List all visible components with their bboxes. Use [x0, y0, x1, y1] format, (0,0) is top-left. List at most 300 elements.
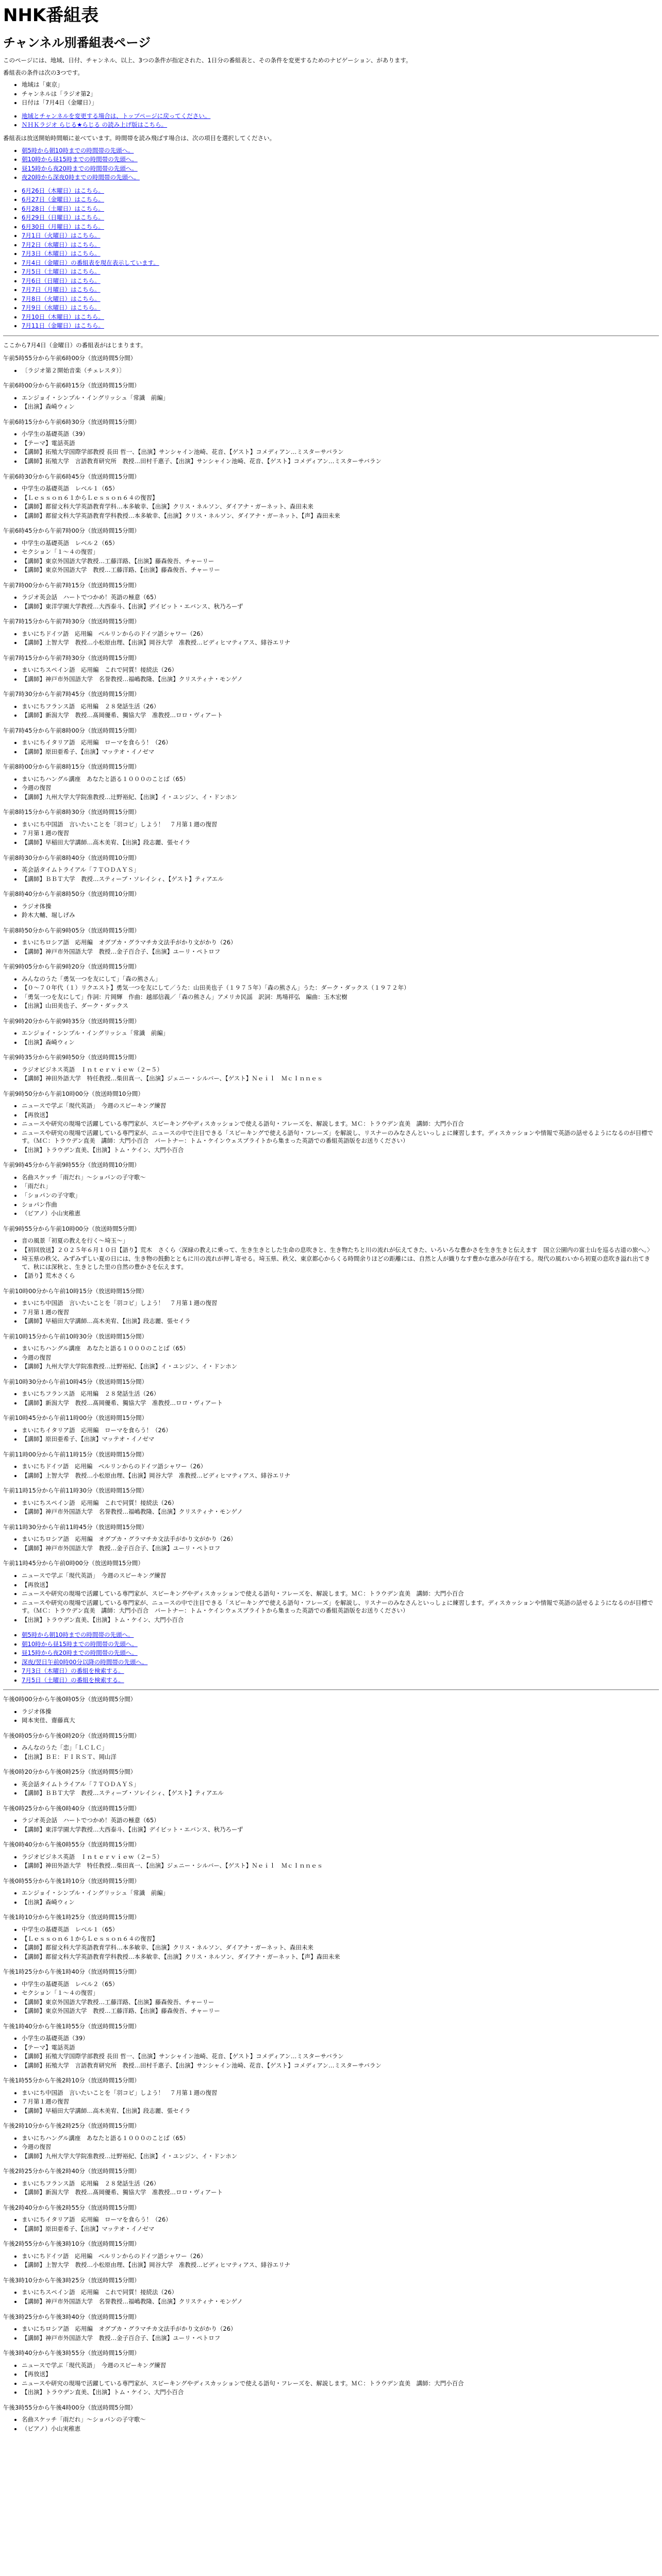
slot-time: 午前9時35分から午前9時50分（放送時間15分間） [3, 1054, 140, 1061]
program-detail: • 【講師】神戸市外国語大学 教授…金子百合子、【出演】ユーリ・ペトロフ [22, 2334, 659, 2343]
program-slot [3, 2404, 659, 2433]
date-item [22, 277, 659, 285]
time-jump-link[interactable]: 朝10時から昼15時までの時間帯の先頭へ。 [22, 156, 138, 163]
program-details [3, 2216, 659, 2233]
program-slot [3, 2204, 659, 2233]
program-slot [3, 1487, 659, 1516]
program-title: • ニュースで学ぶ「現代英語」 今週のスピーキング練習 [22, 1102, 659, 1110]
program-detail: • 今週の復習 [22, 784, 659, 792]
current-date-link[interactable]: 7月4日（金曜日）の番組表を現在表示しています。 [22, 259, 159, 266]
program-title: • まいにちイタリア語 応用編 ローマを食らう！（26） [22, 1427, 659, 1435]
time-jump-link[interactable]: 昼15時から夜20時までの時間帯の先頭へ。 [22, 164, 138, 172]
program-details [3, 594, 659, 611]
program-detail: • 【出演】トラウデン直美、【出演】トム・ケイン、大門小百合 [22, 2388, 659, 2397]
program-details [3, 2325, 659, 2342]
program-detail: • 【講師】神田外語大学 特任教授…柴田真一、【出演】ジェニー・シルバー、【ゲスト】Ｎｅｉｌ ＭｃＩｎｎｅｓ [22, 1862, 659, 1870]
slot-time: 午後3時55分から午後4時00分（放送時間5分間） [3, 2403, 137, 2411]
program-detail: • 【講師】都留文科大学英語教育学科…本多敏幸、【出演】クリス・ネルソン、ダイアナ・ガーネット、森田未来 [22, 1944, 659, 1952]
date-link[interactable]: 7月7日（月曜日）はこちら。 [22, 286, 101, 294]
date-link[interactable]: 7月3日（木曜日）はこちら。 [22, 250, 101, 258]
slot-time: 午前9時50分から午前10時00分（放送時間10分間） [3, 1090, 144, 1097]
program-details [3, 2089, 659, 2115]
program-title: • まいにちハングル講座 あなたと語る１０００のことば（65） [22, 775, 659, 784]
program-details [3, 821, 659, 847]
program-details [3, 367, 659, 375]
bottom-nav-item [22, 1631, 659, 1639]
date-item [22, 205, 659, 213]
program-details [3, 666, 659, 683]
program-detail: • 【出演】山田美也子、ダーク・ダックス [22, 1002, 659, 1010]
program-detail: • 【講師】東京外国語大学教授…工藤洋路、【出演】藤森俊吾、チャーリー [22, 1998, 659, 2007]
program-title: • ラジオ英会話 ハートでつかめ！英語の極意（65） [22, 1817, 659, 1825]
program-details [3, 1345, 659, 1371]
program-detail: • 【０〜７０年代（１）リクエスト】勇気一つを友にして／うた：山田美也子（１９７５年）「森の熊さん」うた：ダーク・ダックス（１９７２年） [22, 984, 659, 992]
program-detail: • 【初回放送】２０２５年６月１０日【語り】荒木 さくら〈深緑の教えに乗って、生き生きとした生命の息吹きと、生き物たちと川の流れが伝えてきた、いろいろな豊かさを生き生きと伝えます 国立公園内の富士山を巡る古道の旅へ。〉 [22, 1246, 659, 1255]
slot-time: 午前7時15分から午前7時30分（放送時間15分間） [3, 654, 140, 662]
program-detail: • 【講師】九州大学大学院准教授…辻野裕紀、【出演】イ・ユンジン、イ・ドンホン [22, 2153, 659, 2161]
date-item [22, 223, 659, 231]
date-link[interactable]: 6月29日（日曜日）はこちら。 [22, 214, 104, 222]
next-day-link[interactable]: 7月5日（土曜日）の番組を検索する。 [22, 1676, 124, 1684]
program-slot [3, 1732, 659, 1761]
program-detail: • 【講師】早稲田大学講師…高木美宥、【出演】段志麗、張セイラ [22, 839, 659, 847]
slot-time: 午前8時15分から午前8時30分（放送時間15分間） [3, 808, 140, 816]
program-details [3, 1499, 659, 1516]
schedule-list-afternoon [3, 1696, 659, 2433]
date-item [22, 241, 659, 249]
time-jump-intro: 番組表は放送開始時間順に並べています。時間帯を読み飛ばす場合は、次の項目を選択してください。 [3, 134, 276, 142]
program-slot [3, 890, 659, 920]
slot-time: 午後1時40分から午後1時55分（放送時間15分間） [3, 2022, 140, 2030]
date-link[interactable]: 7月5日（土曜日）はこちら。 [22, 268, 101, 276]
program-slot [3, 1054, 659, 1083]
program-title: • 名曲スケッチ「雨だれ」〜ショパンの子守歌〜 [22, 2416, 659, 2424]
program-detail: • 「ショパンの子守歌」 [22, 1192, 659, 1200]
time-jump-link[interactable]: 夜20時から深夜0時までの時間帯の先頭へ。 [22, 174, 140, 181]
date-link[interactable]: 7月1日（火曜日）はこちら。 [22, 232, 101, 240]
slot-time: 午前9時45分から午前9時55分（放送時間10分間） [3, 1161, 140, 1169]
program-title: • 小学生の基礎英語（39） [22, 430, 659, 438]
program-title: • 中学生の基礎英語 レベル１（65） [22, 1926, 659, 1934]
program-details [3, 2252, 659, 2269]
program-details [3, 1390, 659, 1407]
program-title: • 中学生の基礎英語 レベル２（65） [22, 1980, 659, 1989]
slot-time: 午後2時10分から午後2時25分（放送時間15分間） [3, 2122, 140, 2130]
slot-time: 午前10時30分から午前10時45分（放送時間15分間） [3, 1378, 148, 1385]
program-title: • 中学生の基礎英語 レベル１（65） [22, 485, 659, 493]
program-details [3, 703, 659, 720]
program-detail: • 【講師】拓殖大学国際学部教授 長田 哲一、【出演】サンシャイン池崎、花音、【ゲスト】コメディアン…ミスターサバラン [22, 2053, 659, 2061]
program-title: • まいにち中国語 言いたいことを「羽コピ」しよう！ ７月第１週の復習 [22, 2089, 659, 2097]
program-detail: • 【再放送】 [22, 2370, 659, 2379]
program-title: • まいにちドイツ語 応用編 ベルリンからのドイツ語シャワー（26） [22, 630, 659, 638]
program-details [3, 1427, 659, 1444]
program-title: • 音の風景「初夏の教えを行く〜埼玉〜」 [22, 1237, 659, 1245]
program-slot [3, 2349, 659, 2397]
slot-time: 午前10時00分から午前10時15分（放送時間15分間） [3, 1287, 148, 1295]
bottom-nav-item [22, 1667, 659, 1675]
program-title: • ニュースで学ぶ「現代英語」 今週のスピーキング練習 [22, 1572, 659, 1580]
date-item [22, 313, 659, 321]
program-slot [3, 854, 659, 884]
program-title: • まいにちスペイン語 応用編 これで同質！接続法（26） [22, 666, 659, 674]
program-slot [3, 1805, 659, 1834]
program-details [3, 1980, 659, 2015]
program-slot [3, 1451, 659, 1480]
program-details [3, 866, 659, 883]
program-detail: • ７月第１週の復習 [22, 829, 659, 838]
date-link[interactable]: 7月10日（木曜日）はこちら。 [22, 313, 104, 320]
program-details [3, 1744, 659, 1761]
program-slot [3, 1696, 659, 1725]
program-detail: • 【講師】原田亜希子、【出演】マッテオ・イノゼマ [22, 1435, 659, 1444]
program-detail: • 【講師】ＢＢＴ大学 教授…スティーブ・ソレイシィ、【ゲスト】ティアエル [22, 875, 659, 884]
program-detail: • 【講師】早稲田大学講師…高木美宥、【出演】段志麗、張セイラ [22, 1317, 659, 1326]
date-link[interactable]: 6月27日（金曜日）はこちら。 [22, 196, 104, 204]
slot-time: 午前11時45分から午前0時00分（放送時間15分間） [3, 1560, 144, 1567]
program-detail: • 【再放送】 [22, 1581, 659, 1589]
time-jump-list [3, 147, 659, 182]
program-details [3, 2035, 659, 2070]
schedule-intro: ここから7月4日（金曜日）の番組表がはじまります。 [3, 341, 147, 349]
program-title: • まいにち中国語 言いたいことを「羽コピ」しよう！ ７月第１週の復習 [22, 1299, 659, 1308]
program-detail: • ７月第１週の復習 [22, 2098, 659, 2106]
program-details [3, 1926, 659, 1961]
program-slot [3, 2313, 659, 2343]
date-item [22, 232, 659, 240]
date-link[interactable]: 7月6日（日曜日）はこちら。 [22, 277, 101, 284]
slot-time: 午後2時25分から午後2時40分（放送時間15分間） [3, 2167, 140, 2175]
date-link[interactable]: 7月8日（火曜日）はこちら。 [22, 295, 101, 302]
slot-time: 午後0時25分から午後0時40分（放送時間15分間） [3, 1804, 140, 1812]
program-details [3, 975, 659, 1010]
slot-time: 午前7時00分から午前7時15分（放送時間15分間） [3, 581, 140, 589]
program-detail: • 【講師】東京外国語大学 教授…工藤洋路、【出演】藤森俊吾、チャーリー [22, 566, 659, 574]
program-slot [3, 1560, 659, 1624]
program-slot [3, 690, 659, 720]
program-detail: • 【Ｌｅｓｓｏｎ６１からＬｅｓｓｏｎ６４の復習】 [22, 494, 659, 502]
slot-time: 午前5時55分から午前6時00分（放送時間5分間） [3, 354, 137, 362]
slot-time: 午後3時10分から午後3時25分（放送時間15分間） [3, 2276, 140, 2284]
program-slot [3, 2277, 659, 2306]
slot-time: 午前7時30分から午前7時45分（放送時間15分間） [3, 690, 140, 698]
date-link[interactable]: 6月28日（土曜日）はこちら。 [22, 205, 104, 212]
program-detail: • 【出演】森崎ウィン [22, 1899, 659, 1907]
program-title: • エンジョイ・シンプル・イングリッシュ「常識 前編」 [22, 394, 659, 402]
slot-time: 午後2時40分から午後2時55分（放送時間15分間） [3, 2204, 140, 2211]
program-detail: • 【テーマ】電話英語 [22, 2044, 659, 2052]
program-detail: • 【講師】神戸市外国語大学 教授…金子百合子、【出演】ユーリ・ペトロフ [22, 948, 659, 956]
program-title: • ニュースで学ぶ「現代英語」 今週のスピーキング練習 [22, 2362, 659, 2370]
slot-time: 午後0時00分から午後0時05分（放送時間5分間） [3, 1696, 137, 1703]
slot-time: 午前7時45分から午前8時00分（放送時間15分間） [3, 726, 140, 734]
bottom-nav-link[interactable]: 朝5時から朝10時までの時間帯の先頭へ。 [22, 1631, 134, 1639]
program-title: • ラジオ体操 [22, 1708, 659, 1716]
program-detail: • 【講師】東洋学園大学教授…大西泰斗、【出演】デイビット・エバンス、秋乃ろーず [22, 1826, 659, 1834]
program-detail: • 埼玉県の秩父、みずみずしい夏の日には、生き物の鼓動とともに川の流れが押し寄せる。埼玉県、秩父、東京都心からくる時間余りほどの距離には、自然と人が織りなす豊かな恵みが存在する。現代の風わいから初夏の息吹き溢れ出てきて、秋には深秋と、生きとした里の自然の豊かさを伝えます。 [22, 1255, 659, 1271]
program-details [3, 1029, 659, 1046]
slot-time: 午前8時00分から午前8時15分（放送時間15分間） [3, 763, 140, 771]
program-slot [3, 1523, 659, 1553]
schedule-list [3, 354, 659, 1624]
bottom-nav-link[interactable]: 昼15時から夜20時までの時間帯の先頭へ。 [22, 1649, 138, 1657]
program-slot [3, 1333, 659, 1371]
program-slot [3, 2122, 659, 2160]
program-detail: • 「勇気一つを友にして」作詞：片岡輝 作曲：越部信義／「森の熊さん」アメリカ民謡 訳詞：馬場祥弘 編曲：玉木宏樹 [22, 993, 659, 1002]
slot-time: 午前8時50分から午前9時05分（放送時間15分間） [3, 926, 140, 934]
program-title: • 英会話タイムトライアル「７ＴＯＤＡＹＳ」 [22, 1781, 659, 1789]
program-detail: • 【講師】原田亜希子、【出演】マッテオ・イノゼマ [22, 2225, 659, 2233]
program-title: • まいにちイタリア語 応用編 ローマを食らう！（26） [22, 739, 659, 747]
slot-time: 午後1時10分から午後1時25分（放送時間15分間） [3, 1913, 140, 1921]
program-details [3, 394, 659, 411]
slot-time: 午後1時55分から午後2時10分（放送時間15分間） [3, 2077, 140, 2084]
date-link[interactable]: 6月30日（月曜日）はこちら。 [22, 223, 104, 230]
time-jump-link[interactable]: 朝5時から朝10時までの時間帯の先頭へ。 [22, 146, 134, 154]
page-subtitle: チャンネル別番組表ページ [3, 36, 151, 50]
slot-time: 午後1時25分から午後1時40分（放送時間15分間） [3, 1968, 140, 1976]
slot-time: 午前8時30分から午前8時40分（放送時間10分間） [3, 854, 140, 861]
program-title: • 〔ラジオ第２開始音楽（チェレスタ）〕 [22, 367, 659, 375]
program-details [3, 2180, 659, 2197]
program-title: • まいにちフランス語 応用編 ２８発話生活（26） [22, 1390, 659, 1398]
program-title: • ラジオ体操 [22, 903, 659, 911]
date-item [22, 214, 659, 222]
program-title: • まいにちフランス語 応用編 ２８発話生活（26） [22, 2180, 659, 2188]
program-details [3, 1889, 659, 1906]
program-detail: • 【講師】神田外語大学 特任教授…柴田真一、【出演】ジェニー・シルバー、【ゲスト】Ｎｅｉｌ ＭｃＩｎｎｅｓ [22, 1075, 659, 1083]
program-details [3, 775, 659, 802]
date-item [22, 304, 659, 312]
program-details [3, 2416, 659, 2433]
program-title: • まいにちドイツ語 応用編 ベルリンからのドイツ語シャワー（26） [22, 2252, 659, 2261]
slot-time: 午前10時45分から午前11時00分（放送時間15分間） [3, 1414, 148, 1422]
date-link[interactable]: 7月11日（金曜日）はこちら。 [22, 322, 104, 330]
program-slot [3, 808, 659, 846]
program-detail: • 【講師】新潟大学 教授…髙岡優希、獨協大学 准教授…ロロ・ヴィアート [22, 711, 659, 720]
program-detail: • 【講師】九州大学大学院准教授…辻野裕紀、【出演】イ・ユンジン、イ・ドンホン [22, 1363, 659, 1371]
program-detail: • 【講師】都留文科大学英語教育学科教授…本多敏幸、【出演】クリス・ネルソン、ダイアナ・ガーネット、【声】森田未来 [22, 1953, 659, 1961]
program-slot [3, 2077, 659, 2115]
program-slot [3, 763, 659, 801]
program-detail: • 【講師】九州大学大学院准教授…辻野裕紀、【出演】イ・ユンジン、イ・ドンホン [22, 793, 659, 802]
program-title: • まいにちロシア語 応用編 オグブカ・グラマチカ文法手がかり文がかり（26） [22, 939, 659, 947]
program-title: • みんなのうた「恋」「ＬＣＬＣ」 [22, 1744, 659, 1752]
program-title: • 小学生の基礎英語（39） [22, 2035, 659, 2043]
program-slot [3, 473, 659, 520]
slot-time: 午前10時15分から午前10時30分（放送時間15分間） [3, 1332, 148, 1340]
slot-time: 午前8時40分から午前8時50分（放送時間10分間） [3, 890, 140, 898]
program-detail: • 【講師】上智大学 教授…小松原由理、【出演】岡谷大学 准教授…ビディヒマティアス、緋谷エリナ [22, 2261, 659, 2269]
program-details [3, 1463, 659, 1480]
bottom-nav-link[interactable]: 朝10時から昼15時までの時間帯の先頭へ。 [22, 1640, 138, 1648]
program-detail: • 【講師】新潟大学 教授…髙岡優希、獨協大学 准教授…ロロ・ヴィアート [22, 2189, 659, 2197]
program-detail: • 【講師】ＢＢＴ大学 教授…スティーブ・ソレイシィ、【ゲスト】ティアエル [22, 1789, 659, 1798]
program-slot [3, 1968, 659, 2015]
program-detail: • 【講師】拓殖大学 言語教育研究所 教授…田村千惠子、【出演】サンシャイン池崎、花音、【ゲスト】コメディアン…ミスターサバラン [22, 457, 659, 466]
program-slot [3, 727, 659, 756]
time-jump-item [22, 156, 659, 164]
program-slot [3, 2240, 659, 2269]
program-detail: • 【出演】森崎ウィン [22, 403, 659, 411]
slot-time: 午前6時00分から午前6時15分（放送時間15分間） [3, 382, 140, 389]
date-link[interactable]: 7月2日（水曜日）はこちら。 [22, 241, 101, 248]
program-details [3, 1572, 659, 1624]
slot-time: 午後3時25分から午後3時40分（放送時間15分間） [3, 2313, 140, 2320]
slot-time: 午後0時40分から午後0時55分（放送時間15分間） [3, 1841, 140, 1849]
bottom-nav-item [22, 1676, 659, 1685]
program-title: • まいにちフランス語 応用編 ２８発話生活（26） [22, 703, 659, 711]
program-detail: • 【テーマ】電話英語 [22, 439, 659, 448]
program-detail: • 【講師】東京外国語大学 教授…工藤洋路、【出演】藤森俊吾、チャーリー [22, 2007, 659, 2015]
program-detail: • ニュースや研究の現場で活躍している専門家が、ニュースの中で注目できる「スピーキングで使える語句・フレーズ」を解説し、リスナーのみなさんといっしょに練習します。ディスカッションや情報で英語の話せるようになるのが目標です。（ＭＣ：トラウデン直美 講師：大門小百合 パートナー：トム・ケインウェスブライトから集まった英語での番組英語版をお送りください） [22, 1129, 659, 1145]
program-title: • ラジオビジネス英語 Ｉｎｔｅｒｖｉｅｗ（２−５） [22, 1853, 659, 1861]
slot-time: 午後0時20分から午後0時25分（放送時間5分間） [3, 1768, 137, 1776]
program-title: • まいにちドイツ語 応用編 ベルリンからのドイツ語シャワー（26） [22, 1463, 659, 1471]
slot-time: 午前6時30分から午前6時45分（放送時間15分間） [3, 472, 140, 480]
program-slot [3, 1913, 659, 1961]
divider [3, 1689, 659, 1690]
slot-time: 午前11時30分から午前11時45分（放送時間15分間） [3, 1523, 148, 1531]
condition-date: • 日付は「7月4日（金曜日）」 [22, 99, 659, 107]
date-item [22, 322, 659, 330]
condition-region: • 地域は「東京」 [22, 81, 659, 89]
date-item [22, 286, 659, 294]
program-details [3, 739, 659, 756]
program-detail: • ニュースや研究の現場で活躍している専門家が、スピーキングやディスカッションで使える語句・フレーズを、解説します。ＭＣ：トラウデン直美 講師：大門小百合 [22, 1120, 659, 1128]
program-detail: • 【講師】拓殖大学 言語教育研究所 教授…田村千惠子、【出演】サンシャイン池崎、花音、【ゲスト】コメディアン…ミスターサバラン [22, 2062, 659, 2070]
program-details [3, 2362, 659, 2397]
program-title: • まいにちハングル講座 あなたと語る１０００のことば（65） [22, 1345, 659, 1353]
program-detail: • 【出演】トラウデン直美、【出演】トム・ケイン、大門小百合 [22, 1146, 659, 1155]
program-slot [3, 963, 659, 1010]
program-slot [3, 354, 659, 375]
program-title: • エンジョイ・シンプル・イングリッシュ「常識 前編」 [22, 1029, 659, 1038]
program-detail: • 【Ｌｅｓｓｏｎ６１からＬｅｓｓｏｎ６４の復習】 [22, 1935, 659, 1943]
program-details [3, 939, 659, 956]
program-title: • エンジョイ・シンプル・イングリッシュ「常識 前編」 [22, 1889, 659, 1897]
program-title: • ラジオ英会話 ハートでつかめ！英語の極意（65） [22, 594, 659, 602]
program-details [3, 2134, 659, 2161]
slot-time: 午前9時20分から午前9時35分（放送時間15分間） [3, 1017, 140, 1025]
program-details [3, 2289, 659, 2306]
program-detail: • 【講師】東京外国語大学教授…工藤洋路、【出演】藤森俊吾、チャーリー [22, 557, 659, 566]
program-details [3, 1817, 659, 1834]
slot-time: 午前7時15分から午前7時30分（放送時間15分間） [3, 618, 140, 625]
program-detail: • 【出演】森崎ウィン [22, 1039, 659, 1047]
program-detail: • 鈴木大輔、堀しげみ [22, 911, 659, 920]
program-title: • 英会話タイムトライアル「７ＴＯＤＡＹＳ」 [22, 866, 659, 874]
program-slot [3, 1768, 659, 1798]
program-slot [3, 618, 659, 647]
slot-time: 午前6時45分から午前7時00分（放送時間15分間） [3, 527, 140, 535]
nav-links [3, 112, 659, 129]
bottom-nav [3, 1631, 659, 1684]
program-title: • 中学生の基礎英語 レベル２（65） [22, 539, 659, 548]
program-title: • まいにちイタリア語 応用編 ローマを食らう！（26） [22, 2216, 659, 2224]
program-detail: • （ピアノ）小山実稚恵 [22, 1210, 659, 1218]
program-slot [3, 582, 659, 611]
program-slot [3, 527, 659, 574]
program-details [3, 1174, 659, 1218]
program-details [3, 1102, 659, 1154]
program-slot [3, 2023, 659, 2070]
program-detail: • 【講師】拓殖大学国際学部教授 長田 哲一、【出演】サンシャイン池崎、花音、【ゲスト】コメディアン…ミスターサバラン [22, 448, 659, 456]
radiru-link[interactable]: ＮＨＫラジオ らじる★らじる の読み上げ版はこちら。 [22, 121, 168, 129]
program-detail: • 【再放送】 [22, 1111, 659, 1120]
bottom-nav-link[interactable]: 深夜/翌日午前0時00分以降の時間帯の先頭へ。 [22, 1658, 148, 1666]
slot-time: 午前9時55分から午前10時00分（放送時間5分間） [3, 1225, 140, 1232]
program-detail: • 【講師】新潟大学 教授…髙岡優希、獨協大学 准教授…ロロ・ヴィアート [22, 1399, 659, 1408]
program-slot [3, 418, 659, 466]
program-slot [3, 1287, 659, 1326]
program-detail: • セクション「１〜４の復習」 [22, 548, 659, 556]
program-detail: • 【講師】神戸市外国語大学 名誉教授…福嶋教隆、【出演】クリスティナ・モンゲノ [22, 2298, 659, 2306]
program-detail: • 【出演】トラウデン直美、【出演】トム・ケイン、大門小百合 [22, 1616, 659, 1624]
prev-day-link[interactable]: 7月3日（木曜日）の番組を検索する。 [22, 1667, 124, 1675]
program-title: • まいにちスペイン語 応用編 これで同質！接続法（26） [22, 2289, 659, 2297]
program-slot [3, 654, 659, 684]
program-slot [3, 1018, 659, 1047]
program-slot [3, 1877, 659, 1907]
nav-item [22, 112, 659, 121]
slot-time: 午前11時00分から午前11時15分（放送時間15分間） [3, 1450, 148, 1458]
program-detail: • 【講師】都留文科大学英語教育学科…本多敏幸、【出演】クリス・ネルソン、ダイアナ・ガーネット、森田未来 [22, 503, 659, 511]
slot-time: 午後0時55分から午後1時10分（放送時間15分間） [3, 1877, 140, 1885]
program-details [3, 1066, 659, 1083]
program-slot [3, 2167, 659, 2197]
program-detail: • ニュースや研究の現場で活躍している専門家が、スピーキングやディスカッションで使える語句・フレーズを、解説します。ＭＣ：トラウデン直美 講師：大門小百合 [22, 2380, 659, 2388]
program-details [3, 1708, 659, 1725]
date-item [22, 187, 659, 195]
program-detail: • 【講師】都留文科大学英語教育学科教授…本多敏幸、【出演】クリス・ネルソン、ダイアナ・ガーネット、【声】森田未来 [22, 512, 659, 520]
program-detail: • 【講師】早稲田大学講師…高木美宥、【出演】段志麗、張セイラ [22, 2107, 659, 2115]
program-detail: • 【講師】神戸市外国語大学 名誉教授…福嶋教隆、【出演】クリスティナ・モンゲノ [22, 1508, 659, 1516]
program-details [3, 1853, 659, 1870]
program-slot [3, 1841, 659, 1870]
program-title: • まいにちハングル講座 あなたと語る１０００のことば（65） [22, 2134, 659, 2143]
program-detail: • 岡本実佳、齋藤真大 [22, 1717, 659, 1725]
program-detail: • 【講師】上智大学 教授…小松原由理、【出演】岡谷大学 准教授…ビディヒマティアス、緋谷エリナ [22, 1472, 659, 1480]
program-title: • みんなのうた「勇気一つを友にして」「森の熊さん」 [22, 975, 659, 984]
top-page-link[interactable]: 地域とチャンネルを変更する場合は、トップページに戻ってください。 [22, 112, 211, 120]
program-detail: • セクション「１〜４の復習」 [22, 1989, 659, 1997]
bottom-nav-item [22, 1649, 659, 1657]
date-link[interactable]: 6月26日（木曜日）はこちら。 [22, 187, 104, 194]
program-title: • 名曲スケッチ「雨だれ」〜ショパンの子守歌〜 [22, 1174, 659, 1182]
date-item [22, 295, 659, 303]
program-title: • ラジオビジネス英語 Ｉｎｔｅｒｖｉｅｗ（２−５） [22, 1066, 659, 1074]
program-title: • まいにちスペイン語 応用編 これで同質！接続法（26） [22, 1499, 659, 1507]
program-detail: • ７月第１週の復習 [22, 1309, 659, 1317]
conditions-heading: 番組表の条件は次の3つです。 [3, 69, 84, 76]
program-details [3, 630, 659, 647]
conditions-list [3, 81, 659, 107]
program-detail: • ニュースや研究の現場で活躍している専門家が、スピーキングやディスカッションで使える語句・フレーズを、解説します。ＭＣ：トラウデン直美 講師：大門小百合 [22, 1590, 659, 1598]
program-detail: • 今週の復習 [22, 1354, 659, 1362]
program-details [3, 1237, 659, 1280]
program-detail: • ショパン作曲 [22, 1201, 659, 1209]
program-slot [3, 1378, 659, 1408]
slot-time: 午後2時55分から午後3時10分（放送時間15分間） [3, 2240, 140, 2248]
slot-time: 午前9時05分から午前9時20分（放送時間15分間） [3, 963, 140, 971]
date-item [22, 268, 659, 276]
slot-time: 午前11時15分から午前11時30分（放送時間15分間） [3, 1487, 148, 1495]
date-list [3, 187, 659, 330]
date-link[interactable]: 7月9日（水曜日）はこちら。 [22, 304, 101, 312]
divider [3, 335, 659, 336]
program-detail: • 【講師】神戸市外国語大学 教授…金子百合子、【出演】ユーリ・ペトロフ [22, 1545, 659, 1553]
